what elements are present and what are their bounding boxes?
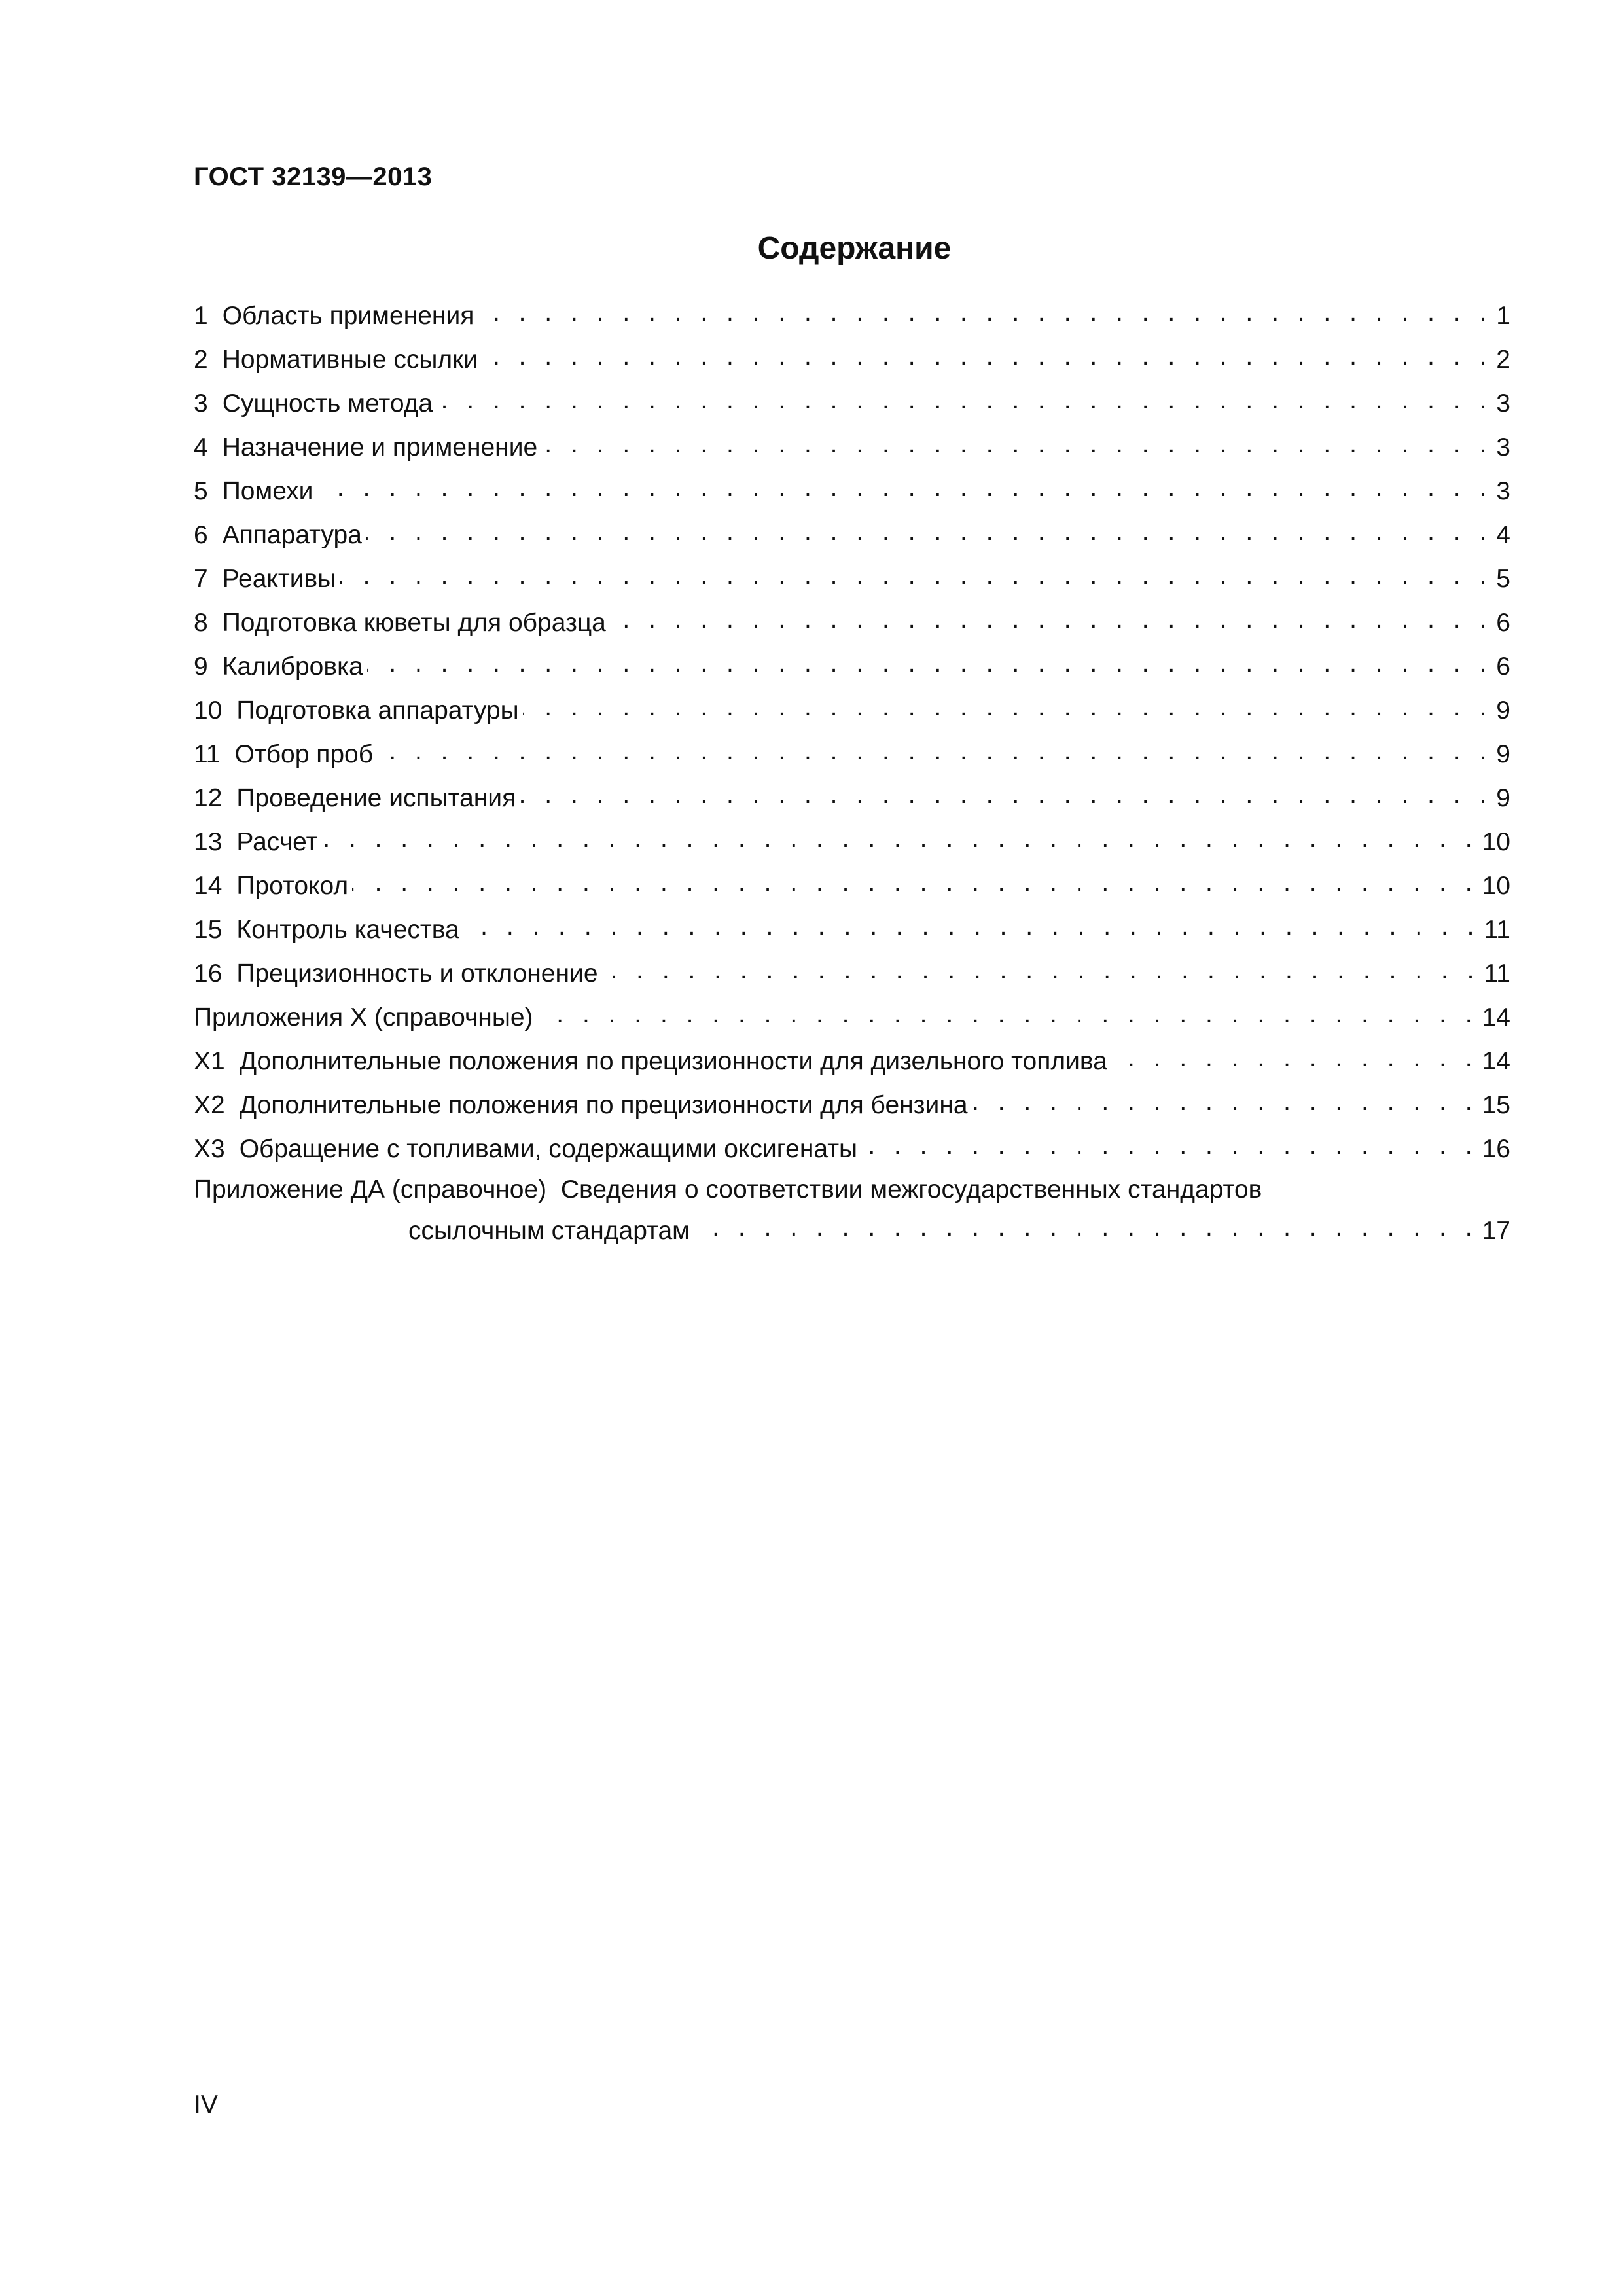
toc-entry[interactable]	[194, 518, 1510, 562]
toc-leader-dots	[537, 1000, 1478, 1026]
toc-entry[interactable]	[194, 562, 1510, 605]
toc-entry[interactable]	[194, 1132, 1510, 1175]
toc-entry-page: 9	[1496, 696, 1510, 725]
toc-entry[interactable]	[194, 342, 1510, 386]
toc-leader-dots	[861, 1132, 1478, 1157]
toc-entry-label: Обращение с топливами, содержащими оксигенаты	[239, 1135, 858, 1163]
toc-entry-label: Дополнительные положения по прецизионности для дизельного топлива	[239, 1047, 1107, 1075]
toc-entry-label: Калибровка	[222, 653, 363, 681]
toc-leader-dots	[478, 298, 1492, 324]
toc-entry-page: 10	[1482, 872, 1510, 900]
toc-leader-dots	[520, 781, 1492, 806]
toc-entry-label: Подготовка кюветы для образца	[222, 609, 606, 637]
toc-entry-label: Приложения X (справочные)	[194, 1003, 533, 1031]
toc-entry-number: 9	[194, 653, 208, 681]
toc-leader-dots	[482, 342, 1492, 368]
toc-entry-label-continued: ссылочным стандартам	[408, 1217, 690, 1245]
toc-entry-page: 16	[1482, 1135, 1510, 1163]
toc-entry[interactable]	[194, 1088, 1510, 1132]
toc-entry[interactable]	[194, 825, 1510, 869]
toc-leader-dots	[463, 912, 1480, 938]
toc-entry-number: 8	[194, 609, 208, 637]
toc-entry-number: 6	[194, 521, 208, 549]
document-code: ГОСТ 32139—2013	[194, 162, 433, 191]
toc-entry-appendix-da[interactable]	[194, 1175, 1510, 1213]
toc-entry[interactable]	[194, 693, 1510, 737]
toc-entry-page: 1	[1496, 302, 1510, 330]
toc-entry-number: 13	[194, 828, 223, 856]
toc-entry-page: 10	[1482, 828, 1510, 856]
toc-leader-dots	[340, 562, 1492, 587]
toc-entry[interactable]	[194, 1044, 1510, 1088]
toc-entry-number: X2	[194, 1091, 225, 1119]
toc-entry-number: 14	[194, 872, 223, 900]
toc-entry[interactable]	[194, 605, 1510, 649]
toc-leader-dots	[321, 825, 1478, 850]
toc-entry-page: 14	[1482, 1047, 1510, 1075]
toc-entry[interactable]	[194, 956, 1510, 1000]
toc-entry-page: 6	[1496, 609, 1510, 637]
toc-entry-label: Дополнительные положения по прецизионности для бензина	[239, 1091, 968, 1119]
toc-entry-number: X1	[194, 1047, 225, 1075]
toc-entry[interactable]	[194, 430, 1510, 474]
toc-entry-label: Отбор проб	[234, 740, 374, 768]
toc-entry-page: 3	[1496, 433, 1510, 461]
toc-entry-appendices[interactable]	[194, 1000, 1510, 1044]
toc-leader-dots	[694, 1213, 1478, 1239]
toc-entry-label: Расчет	[236, 828, 318, 856]
toc-entry-page: 5	[1496, 565, 1510, 593]
toc-leader-dots	[352, 869, 1478, 894]
toc-entry[interactable]	[194, 386, 1510, 430]
toc-leader-dots	[602, 956, 1480, 982]
toc-entry-label: Прецизионность и отклонение	[236, 960, 598, 988]
toc-entry-label: Контроль качества	[236, 916, 459, 944]
toc-entry-number: 4	[194, 433, 208, 461]
toc-entry-number: 16	[194, 960, 223, 988]
toc-entry-number: 15	[194, 916, 223, 944]
toc-entry-number: 1	[194, 302, 208, 330]
toc-entry-page: 11	[1484, 960, 1510, 988]
toc-entry-page: 9	[1496, 784, 1510, 812]
toc-leader-dots	[367, 649, 1493, 675]
toc-entry-label: Приложение ДА (справочное) Сведения о соответствии межгосударственных стандартов	[194, 1175, 1262, 1204]
toc-entry-page: 9	[1496, 740, 1510, 768]
toc-leader-dots	[610, 605, 1492, 631]
toc-entry-number: 11	[194, 740, 221, 768]
table-of-contents	[194, 298, 1510, 1257]
toc-entry-label: Протокол	[236, 872, 349, 900]
toc-entry-number: 3	[194, 389, 208, 418]
toc-entry[interactable]	[194, 474, 1510, 518]
toc-entry-page: 3	[1496, 389, 1510, 418]
toc-entry-number: X3	[194, 1135, 225, 1163]
toc-entry-label: Сущность метода	[222, 389, 433, 418]
toc-entry-page: 2	[1496, 346, 1510, 374]
toc-entry-page: 15	[1482, 1091, 1510, 1119]
toc-entry-page: 17	[1482, 1217, 1510, 1245]
toc-entry[interactable]	[194, 781, 1510, 825]
toc-entry-number: 2	[194, 346, 208, 374]
toc-entry-label: Нормативные ссылки	[222, 346, 478, 374]
toc-entry-page: 3	[1496, 477, 1510, 505]
toc-entry-label: Подготовка аппаратуры	[236, 696, 519, 725]
toc-entry-label: Помехи	[222, 477, 313, 505]
toc-leader-dots	[377, 737, 1492, 762]
toc-entry-label: Назначение и применение	[222, 433, 538, 461]
page-number: IV	[194, 2090, 218, 2119]
toc-entry-label: Область применения	[222, 302, 474, 330]
toc-entry-number: 5	[194, 477, 208, 505]
toc-entry-label: Реактивы	[222, 565, 336, 593]
toc-entry-page: 4	[1496, 521, 1510, 549]
toc-entry-page: 11	[1484, 916, 1510, 944]
toc-entry[interactable]	[194, 737, 1510, 781]
toc-leader-dots	[523, 693, 1493, 719]
toc-leader-dots	[317, 474, 1492, 499]
toc-entry[interactable]	[194, 869, 1510, 912]
toc-leader-dots	[366, 518, 1492, 543]
toc-entry-number: 10	[194, 696, 223, 725]
toc-title: Содержание	[757, 231, 952, 266]
toc-entry[interactable]	[194, 912, 1510, 956]
toc-entry-label: Аппаратура	[222, 521, 362, 549]
toc-leader-dots	[972, 1088, 1478, 1113]
toc-entry-number: 7	[194, 565, 208, 593]
toc-leader-dots	[437, 386, 1492, 412]
toc-entry-number: 12	[194, 784, 223, 812]
toc-entry[interactable]	[194, 649, 1510, 693]
toc-entry-page: 14	[1482, 1003, 1510, 1031]
toc-leader-dots	[541, 430, 1492, 456]
toc-leader-dots	[1111, 1044, 1478, 1069]
toc-entry-label: Проведение испытания	[236, 784, 516, 812]
toc-entry-appendix-da-continued[interactable]	[194, 1213, 1510, 1257]
toc-entry[interactable]	[194, 298, 1510, 342]
toc-entry-page: 6	[1496, 653, 1510, 681]
